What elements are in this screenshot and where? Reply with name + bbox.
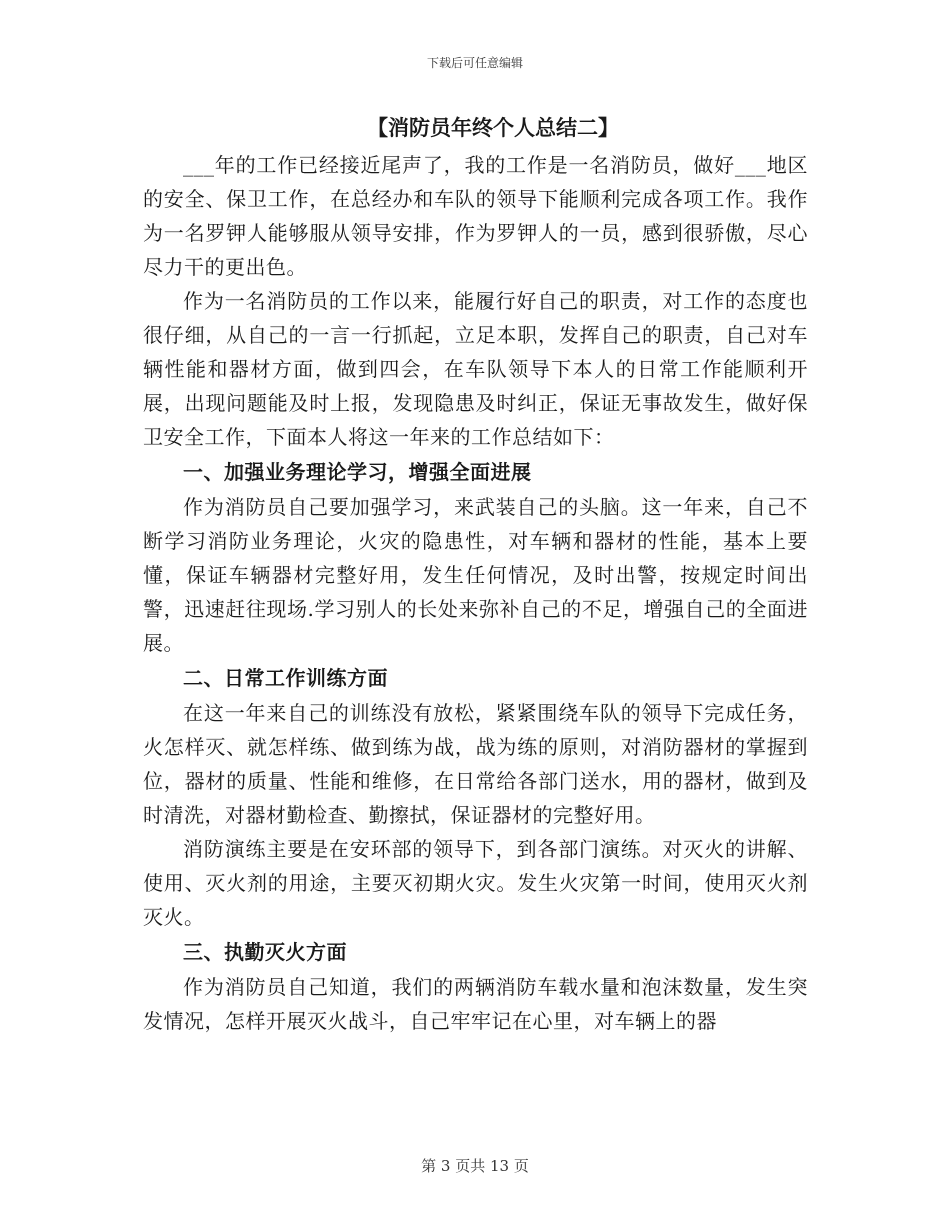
paragraph-section-1: 作为消防员自己要加强学习，来武装自己的头脑。这一年来，自己不断学习消防业务理论，火灾的隐患性，对车辆和器材的性能，基本上要懂，保证车辆器材完整好用，发生任何情况，及时出警，按规定时间出警，迅速赶往现场.学习别人的长处来弥补自己的不足，增强自己的全面进展。 <box>143 495 808 655</box>
document-title: 【消防员年终个人总结二】 <box>367 115 619 140</box>
paragraph-intro: ___年的工作已经接近尾声了，我的工作是一名消防员，做好___地区的安全、保卫工作，在总经办和车队的领导下能顺利完成各项工作。我作为一名罗钾人能够服从领导安排，作为罗钾人的一员，感到很骄傲，尽心尽力干的更出色。 <box>143 153 808 279</box>
section-heading-1: 一、加强业务理论学习，增强全面进展 <box>183 460 532 484</box>
page-number: 第 3 页共 13 页 <box>421 1157 529 1175</box>
section-heading-3: 三、执勤灭火方面 <box>183 940 347 964</box>
paragraph-section-2a: 在这一年来自己的训练没有放松，紧紧围绕车队的领导下完成任务，火怎样灭、就怎样练、做到练为战，战为练的原则，对消防器材的掌握到位，器材的质量、性能和维修，在日常给各部门送水，用的器材，做到及时清洗，对器材勤检查、勤擦拭，保证器材的完整好用。 <box>143 701 808 827</box>
paragraph-section-2b: 消防演练主要是在安环部的领导下，到各部门演练。对灭火的讲解、使用、灭火剂的用途，主要灭初期火灾。发生火灾第一时间，使用灭火剂灭火。 <box>143 837 808 929</box>
paragraph-overview: 作为一名消防员的工作以来，能履行好自己的职责，对工作的态度也很仔细，从自己的一言一行抓起，立足本职，发挥自己的职责，自己对车辆性能和器材方面，做到四会，在车队领导下本人的日常工作能顺利开展，出现问题能及时上报，发现隐患及时纠正，保证无事故发生，做好保卫安全工作，下面本人将这一年来的工作总结如下： <box>143 289 808 449</box>
page-header-note: 下载后可任意编辑 <box>426 56 523 70</box>
section-heading-2: 二、日常工作训练方面 <box>183 666 388 690</box>
document-body <box>143 148 808 1038</box>
paragraph-section-3: 作为消防员自己知道，我们的两辆消防车载水量和泡沫数量，发生突发情况，怎样开展灭火战斗，自己牢牢记在心里，对车辆上的器 <box>143 975 808 1033</box>
